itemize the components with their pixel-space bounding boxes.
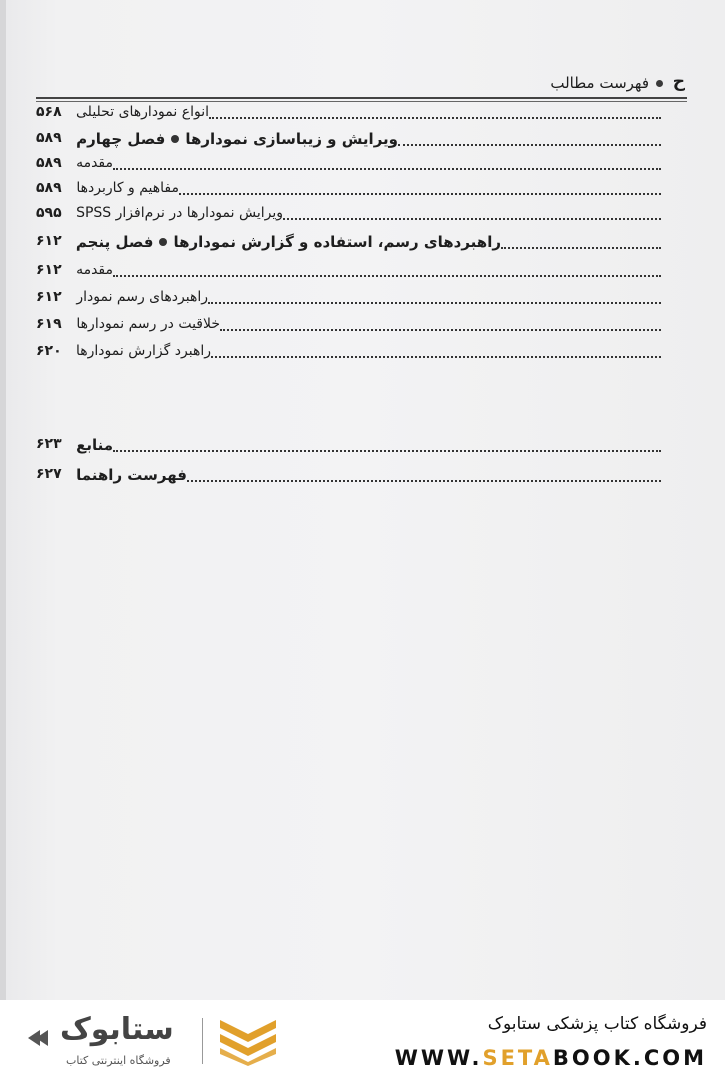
dot-leader (501, 235, 661, 249)
dot-leader (113, 438, 661, 452)
toc-page-number: ۶۱۹ (36, 316, 62, 332)
toc-page-number: ۵۸۹ (36, 155, 62, 171)
bullet-icon (159, 238, 167, 246)
toc-title: راهبردهای رسم نمودار (76, 289, 208, 305)
dot-leader (209, 105, 661, 119)
toc-row (36, 436, 665, 462)
store-name: فروشگاه کتاب پزشکی ستابوک (487, 1014, 707, 1034)
toc-row (36, 316, 665, 342)
page-edge (0, 0, 6, 1000)
header-bullet-icon (656, 80, 663, 87)
toc-title: ویرایش و زیباسازی نمودارها (185, 130, 398, 148)
toc-page-number: ۶۱۲ (36, 262, 62, 278)
toc-row (36, 130, 665, 156)
toc-title: منابع (76, 436, 113, 454)
toc-entry (76, 180, 665, 196)
toc-page-number: ۶۱۲ (36, 233, 62, 249)
toc-row (36, 233, 665, 259)
dot-leader (398, 132, 661, 146)
toc-page-number: ۵۶۸ (36, 104, 62, 120)
page-header (36, 72, 685, 96)
toc-entry (76, 436, 665, 454)
toc-page-number: ۶۲۷ (36, 466, 62, 482)
toc-page-number: ۶۲۰ (36, 343, 62, 359)
toc-title: انواع نمودارهای تحلیلی (76, 104, 209, 120)
dot-leader (179, 181, 661, 195)
toc-entry (76, 233, 665, 251)
toc-entry (76, 262, 665, 278)
toc-row (36, 262, 665, 288)
toc-row (36, 155, 665, 181)
toc-entry (76, 466, 665, 484)
page-letter: ح (672, 72, 685, 92)
dot-leader (220, 317, 661, 331)
toc-title: فهرست راهنما (76, 466, 187, 484)
toc-title: مقدمه (76, 262, 113, 278)
dot-leader (211, 344, 661, 358)
logo-divider (202, 1018, 203, 1064)
toc-title: راهبردهای رسم، استفاده و گزارش نمودارها (173, 233, 501, 251)
dot-leader (187, 468, 661, 482)
url-suffix: BOOK.COM (552, 1046, 707, 1070)
store-url[interactable] (395, 1046, 707, 1070)
logo-subtitle: فروشگاه اینترنتی کتاب (66, 1054, 171, 1067)
toc-row (36, 104, 665, 130)
toc-row (36, 205, 665, 231)
toc-page-number: ۵۸۹ (36, 130, 62, 146)
toc-title: مقدمه (76, 155, 113, 171)
toc-title: ویرایش نمودارها در نرم‌افزار SPSS (76, 205, 283, 221)
logo-text: ستابوک (60, 1012, 174, 1047)
toc-entry (76, 316, 665, 332)
toc-entry (76, 289, 665, 305)
toc-page-number: ۵۸۹ (36, 180, 62, 196)
toc-row (36, 343, 665, 369)
dot-leader (283, 206, 661, 220)
toc-entry (76, 130, 665, 148)
page-title: فهرست مطالب (550, 74, 649, 92)
header-rule (36, 97, 687, 99)
toc-entry (76, 343, 665, 359)
toc-row (36, 466, 665, 492)
header-rule-thin (36, 101, 687, 102)
url-prefix: WWW. (394, 1046, 483, 1070)
bullet-icon (171, 135, 179, 143)
store-banner (0, 1000, 725, 1080)
toc-title: راهبرد گزارش نمودارها (75, 343, 211, 359)
toc-entry (76, 205, 665, 221)
toc-entry (76, 104, 665, 120)
url-accent: SETA (482, 1046, 553, 1070)
toc-page-number: ۶۱۲ (36, 289, 62, 305)
chevron-stack-icon (216, 1014, 280, 1066)
store-logo (20, 1008, 290, 1072)
toc-entry (76, 155, 665, 171)
dot-leader (113, 263, 661, 277)
toc-title: مفاهیم و کاربردها (76, 180, 179, 196)
toc-title: خلاقیت در رسم نمودارها (76, 316, 220, 332)
chapter-label: فصل پنجم (75, 233, 154, 251)
toc-row (36, 289, 665, 315)
dot-leader (113, 156, 661, 170)
toc-row (36, 180, 665, 206)
chapter-label: فصل چهارم (76, 130, 166, 148)
dot-leader (208, 290, 661, 304)
toc-page-number: ۵۹۵ (36, 205, 62, 221)
toc-page-number: ۶۲۳ (36, 436, 62, 452)
